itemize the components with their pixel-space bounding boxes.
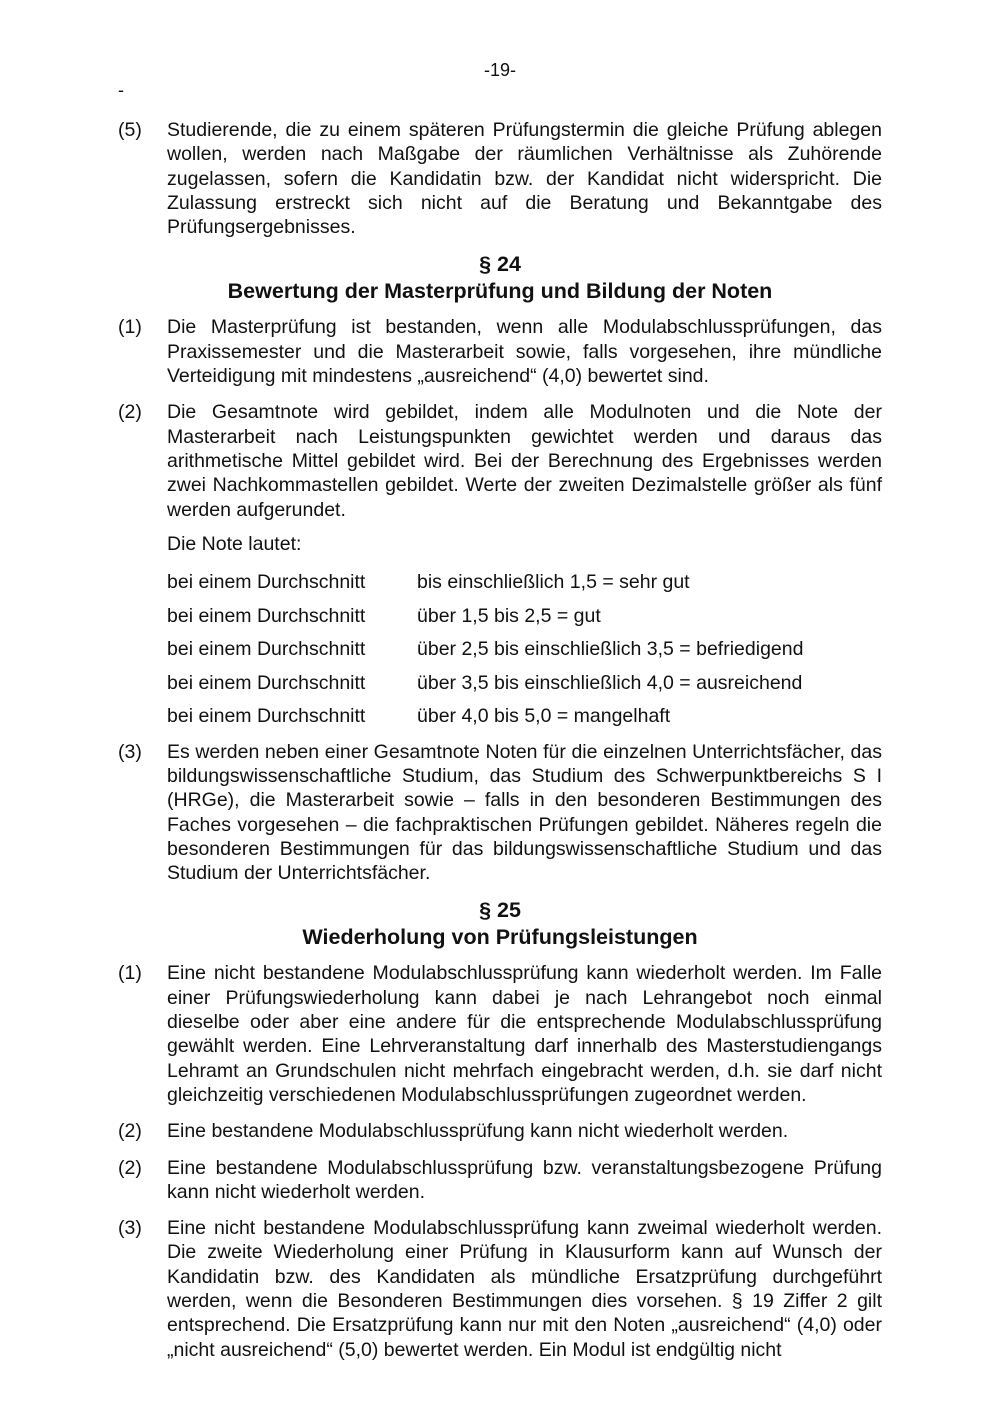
grade-range: über 3,5 bis einschließlich 4,0 = ausreichend <box>417 671 803 694</box>
paragraph-text: Die Gesamtnote wird gebildet, indem alle Modulnoten und die Note der Masterarbeit nach Leistungspunkten gewichtet werden und daraus das arithmetische Mittel gebildet wird. Bei der Berechnung des Ergebnisses werden zwei Nachkommastellen gebildet. Werte der zweiten Dezimalstelle größer als fünf werden aufgerundet. <box>167 401 882 521</box>
section-25-paragraph-2a <box>118 1119 882 1143</box>
page-number: -19- <box>483 60 516 80</box>
paragraph-text: Eine bestandene Modulabschlussprüfung kann nicht wiederholt werden. <box>167 1120 789 1143</box>
paragraph-text: Es werden neben einer Gesamtnote Noten für die einzelnen Unterrichtsfächer, das bildungswissenschaftliche Studium, das Studium des Schwerpunktbereichs S I (HRGe), die Masterarbeit sowie – falls in den besonderen Bestimmungen des Faches vorgesehen – die fachpraktischen Prüfungen gebildet. Näheres regeln die besonderen Bestimmungen für das bildungswissenschaftliche Studium und das Studium der Unterrichtsfächer. <box>167 740 882 885</box>
paragraph-5-attendance <box>118 118 882 239</box>
paragraph-number: (3) <box>118 1217 142 1240</box>
paragraph-text: Die Masterprüfung ist bestanden, wenn alle Modulabschlussprüfungen, das Praxissemester und die Masterarbeit sowie, falls vorgesehen, ihre mündliche Verteidigung mit mindestens „ausreichend“ (4,0) bewertet sind. <box>167 316 882 388</box>
grade-label: bei einem Durchschnitt <box>167 705 366 728</box>
grade-label: bei einem Durchschnitt <box>167 671 366 694</box>
paragraph-text: Studierende, die zu einem späteren Prüfungstermin die gleiche Prüfung ablegen wollen, werden nach Maßgabe der räumlichen Verhältnisse als Zuhörende zugelassen, sofern die Kandidatin bzw. der Kandidat nicht widerspricht. Die Zulassung erstreckt sich nicht auf die Beratung und Bekanntgabe des Prüfungsergebnisses. <box>167 119 882 239</box>
grade-label: bei einem Durchschnitt <box>167 638 366 661</box>
section-25-heading <box>118 897 882 951</box>
grade-table <box>118 570 882 738</box>
margin-dash: - <box>118 80 124 100</box>
grade-row <box>118 671 882 705</box>
section-24-paragraph-1 <box>118 315 882 388</box>
section-24-heading <box>118 251 882 305</box>
paragraph-text: Eine nicht bestandene Modulabschlussprüfung kann zweimal wiederholt werden. Die zweite Wiederholung einer Prüfung in Klausurform kann auf Wunsch der Kandidatin bzw. des Kandidaten als mündliche Ersatzprüfung durchgeführt werden, wenn die Besonderen Bestimmungen dies vorsehen. § 19 Ziffer 2 gilt entsprechend. Die Ersatzprüfung kann nur mit den Noten „ausreichend“ (4,0) oder „nicht ausreichend“ (5,0) bewertet werden. Ein Modul ist endgültig nicht <box>167 1217 882 1361</box>
section-25-paragraph-1 <box>118 961 882 1107</box>
paragraph-number: (2) <box>118 401 142 424</box>
grade-label: bei einem Durchschnitt <box>167 571 366 594</box>
section-24-paragraph-2 <box>118 400 882 521</box>
paragraph-number: (2) <box>118 1120 142 1143</box>
section-title: Wiederholung von Prüfungsleistungen <box>302 925 698 950</box>
grade-range: bis einschließlich 1,5 = sehr gut <box>417 571 690 594</box>
grade-intro: Die Note lautet: <box>167 532 302 555</box>
section-number: § 25 <box>479 898 521 923</box>
section-24-paragraph-3 <box>118 740 882 886</box>
grade-row <box>118 704 882 738</box>
paragraph-number: (5) <box>118 119 142 141</box>
paragraph-number: (2) <box>118 1156 142 1179</box>
section-title: Bewertung der Masterprüfung und Bildung der Noten <box>227 279 773 304</box>
grade-row <box>118 604 882 638</box>
page-content <box>118 118 882 1374</box>
paragraph-number: (1) <box>118 962 142 985</box>
grade-range: über 2,5 bis einschließlich 3,5 = befriedigend <box>417 638 804 661</box>
section-25-paragraph-3 <box>118 1216 882 1362</box>
section-25-paragraph-2b <box>118 1156 882 1205</box>
section-number: § 24 <box>479 252 521 277</box>
grade-label: bei einem Durchschnitt <box>167 604 366 627</box>
grade-row <box>118 637 882 671</box>
paragraph-text: Eine nicht bestandene Modulabschlussprüfung kann wiederholt werden. Im Falle einer Prüfungswiederholung kann dabei je nach Lehrangebot noch einmal dieselbe oder aber eine andere für die entsprechende Modulabschlussprüfung gewählt werden. Eine Lehrveranstaltung darf innerhalb des Masterstudiengangs Lehramt an Grundschulen nicht mehrfach eingebracht werden, d.h. sie darf nicht gleichzeitig verschiedenen Modulabschlussprüfungen zugeordnet werden. <box>167 962 882 1106</box>
paragraph-number: (3) <box>118 740 142 763</box>
grade-range: über 1,5 bis 2,5 = gut <box>417 604 601 627</box>
paragraph-number: (1) <box>118 316 142 339</box>
grade-range: über 4,0 bis 5,0 = mangelhaft <box>417 705 671 728</box>
paragraph-text: Eine bestandene Modulabschlussprüfung bzw. veranstaltungsbezogene Prüfung kann nicht wiederholt werden. <box>167 1156 882 1203</box>
grade-row <box>118 570 882 604</box>
